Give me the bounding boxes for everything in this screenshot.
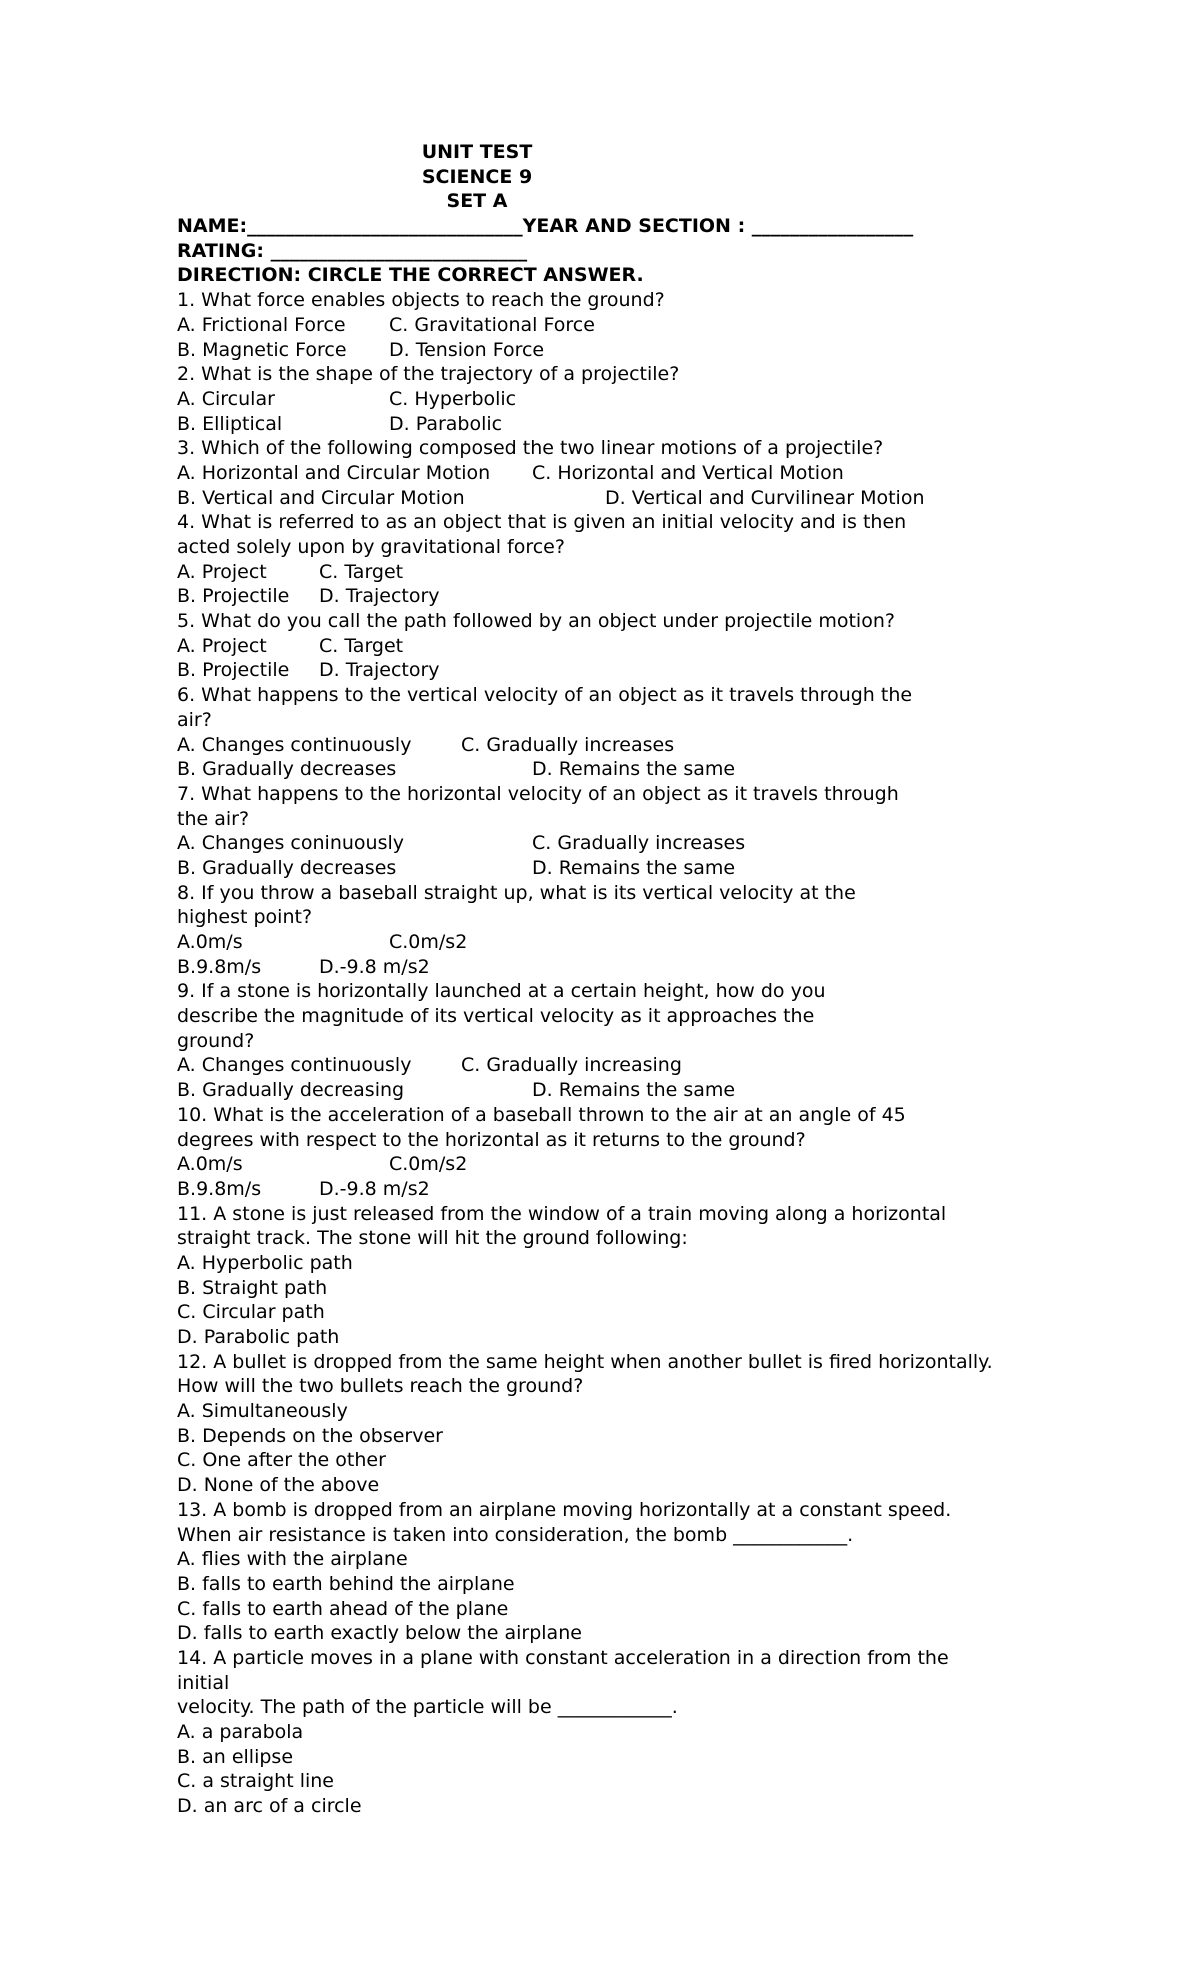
answer-choice[interactable]: B.9.8m/s [177,1177,262,1200]
choice-row [177,584,1077,609]
answer-choice[interactable]: D. Remains the same [532,856,736,879]
answer-choice[interactable]: C. Gradually increases [461,733,675,756]
answer-choice[interactable]: D. None of the above [177,1474,380,1497]
question-block [177,288,1077,362]
answer-choice[interactable]: A. flies with the airplane [177,1548,408,1571]
question-text: describe the magnitude of its vertical velocity as it approaches the [177,1005,815,1028]
question-text: 3. Which of the following composed the two linear motions of a projectile? [177,437,884,460]
question-text: the air? [177,807,250,830]
answer-choice[interactable]: B. Elliptical [177,412,283,435]
question-text: 12. A bullet is dropped from the same height when another bullet is fired horizontally. [177,1350,993,1373]
answer-choice[interactable]: D. Trajectory [319,659,440,682]
question-text: When air resistance is taken into consideration, the bomb ____________. [177,1523,854,1546]
answer-choice[interactable]: D. Remains the same [532,758,736,781]
answer-choice[interactable]: A. Frictional Force [177,313,346,336]
choice-row [177,412,1077,437]
answer-choice[interactable]: A.0m/s [177,931,243,953]
answer-choice[interactable]: B. Gradually decreasing [177,1079,405,1102]
question-text: How will the two bullets reach the ground? [177,1375,584,1398]
question-block [177,683,1077,782]
answer-choice[interactable]: C. a straight line [177,1770,334,1793]
question-text: ground? [177,1029,255,1052]
question-text: acted solely upon by gravitational force? [177,536,565,558]
answer-choice[interactable]: B. Gradually decreases [177,856,397,879]
choice-row [177,733,1077,758]
title-unit-test: UNIT TEST [421,141,533,163]
question-block [177,436,1077,510]
question-text: 9. If a stone is horizontally launched at a certain height, how do you [177,980,826,1003]
answer-choice[interactable]: A. Simultaneously [177,1400,348,1423]
question-text: 2. What is the shape of the trajectory of a projectile? [177,363,680,386]
question-text: velocity. The path of the particle will be ____________. [177,1696,678,1719]
answer-choice[interactable]: A. Horizontal and Circular Motion [177,461,491,484]
name-section-line: NAME:_____________________________YEAR AND SECTION : _________________ [177,215,914,238]
choice-row [177,338,1077,363]
answer-choice[interactable]: A. a parabola [177,1721,304,1743]
choice-row [177,486,1077,511]
answer-choice[interactable]: A. Project [177,634,267,657]
choice-row [177,658,1077,683]
answer-choice[interactable]: C. Circular path [177,1301,325,1324]
answer-choice[interactable]: A. Changes coninuously [177,832,404,855]
choice-row [177,313,1077,338]
choice-row [177,560,1077,585]
answer-choice[interactable]: C. Target [319,634,404,657]
answer-choice[interactable]: A.0m/s [177,1153,243,1176]
question-text: 1. What force enables objects to reach the ground? [177,289,665,312]
answer-choice[interactable]: B.9.8m/s [177,955,262,978]
question-text: highest point? [177,906,313,929]
question-text: 14. A particle moves in a plane with constant acceleration in a direction from the [177,1646,949,1669]
answer-choice[interactable]: D. Parabolic [389,412,503,435]
answer-choice[interactable]: B. Depends on the observer [177,1424,443,1447]
answer-choice[interactable]: C. Hyperbolic [389,387,517,410]
choice-row [177,831,1077,856]
question-block [177,609,1077,683]
rating-line: RATING: ___________________________ [177,239,528,262]
question-list [177,288,1077,1819]
answer-choice[interactable]: A. Changes continuously [177,1054,412,1077]
answer-choice[interactable]: D.-9.8 m/s2 [319,1177,430,1200]
question-text: 5. What do you call the path followed by an object under projectile motion? [177,610,895,633]
question-text: 11. A stone is just released from the window of a train moving along a horizontal [177,1202,947,1225]
answer-choice[interactable]: C. Gravitational Force [389,313,595,336]
answer-choice[interactable]: D.-9.8 m/s2 [319,955,430,978]
question-text: 13. A bomb is dropped from an airplane moving horizontally at a constant speed. [177,1498,952,1521]
choice-row [177,387,1077,412]
question-block [177,1103,1077,1202]
answer-choice[interactable]: D. an arc of a circle [177,1795,362,1818]
title-subject: SCIENCE 9 [421,165,533,188]
choice-row [177,461,1077,486]
question-text: degrees with respect to the horizontal as it returns to the ground? [177,1128,806,1151]
answer-choice[interactable]: C. One after the other [177,1449,386,1472]
answer-choice[interactable]: B. falls to earth behind the airplane [177,1572,515,1595]
answer-choice[interactable]: C. Gradually increasing [461,1054,682,1077]
answer-choice[interactable]: C.0m/s2 [389,931,468,953]
choice-row [177,757,1077,782]
answer-choice[interactable]: B. Projectile [177,659,290,682]
question-block [177,362,1077,436]
answer-choice[interactable]: C. falls to earth ahead of the plane [177,1597,509,1620]
question-text: 6. What happens to the vertical velocity of an object as it travels through the [177,684,913,707]
question-text: air? [177,708,212,731]
question-text: straight track. The stone will hit the ground following: [177,1227,688,1250]
question-block [177,881,1077,980]
test-page [177,140,1077,1819]
choice-row [177,634,1077,659]
choice-row [177,1177,1077,1202]
question-text: initial [177,1671,230,1694]
choice-row [177,955,1077,980]
answer-choice[interactable]: D. Remains the same [532,1079,736,1102]
answer-choice[interactable]: A. Changes continuously [177,733,412,756]
question-block [177,979,1077,1102]
question-block [177,1498,1077,1646]
answer-choice[interactable]: A. Project [177,560,267,583]
answer-choice[interactable]: C. Target [319,560,404,583]
question-block [177,510,1077,609]
answer-choice[interactable]: B. Projectile [177,585,290,608]
answer-choice[interactable]: D. Trajectory [319,585,440,608]
answer-choice[interactable]: B. Vertical and Circular Motion [177,486,465,509]
question-block [177,782,1077,881]
answer-choice[interactable]: C.0m/s2 [389,1153,468,1176]
question-text: 10. What is the acceleration of a baseball thrown to the air at an angle of 45 [177,1103,906,1126]
title-set: SET A [446,190,508,213]
choice-row [177,930,1077,955]
answer-choice[interactable]: B. an ellipse [177,1745,294,1768]
direction-line: DIRECTION: CIRCLE THE CORRECT ANSWER. [177,264,644,287]
answer-choice[interactable]: B. Magnetic Force [177,338,347,361]
answer-choice[interactable]: B. Gradually decreases [177,758,397,781]
question-block [177,1646,1077,1819]
answer-choice[interactable]: B. Straight path [177,1276,328,1299]
choice-row [177,1152,1077,1177]
choice-row [177,1078,1077,1103]
answer-choice[interactable]: A. Circular [177,387,275,410]
answer-choice[interactable]: D. falls to earth exactly below the airplane [177,1622,582,1645]
answer-choice[interactable]: C. Horizontal and Vertical Motion [532,461,844,484]
question-block [177,1350,1077,1498]
question-text: 7. What happens to the horizontal velocity of an object as it travels through [177,782,899,805]
answer-choice[interactable]: D. Vertical and Curvilinear Motion [605,486,925,509]
answer-choice[interactable]: D. Parabolic path [177,1326,340,1348]
question-text: 4. What is referred to as an object that is given an initial velocity and is then [177,511,907,534]
answer-choice[interactable]: C. Gradually increases [532,832,746,855]
choice-row [177,856,1077,881]
answer-choice[interactable]: D. Tension Force [389,338,545,361]
choice-row [177,1053,1077,1078]
question-block [177,1202,1077,1350]
question-text: 8. If you throw a baseball straight up, what is its vertical velocity at the [177,881,856,904]
answer-choice[interactable]: A. Hyperbolic path [177,1251,353,1274]
